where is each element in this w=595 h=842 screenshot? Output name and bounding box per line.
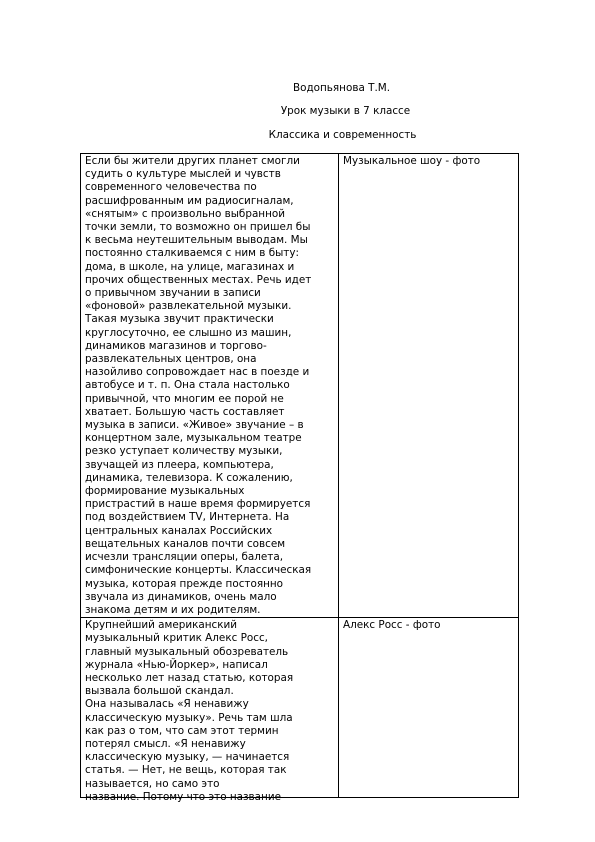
lesson-title: Урок музыки в 7 классе <box>280 105 411 117</box>
content-table <box>80 153 519 803</box>
photo-cell <box>339 154 519 618</box>
photo-caption: Музыкальное шоу - фото <box>343 155 481 167</box>
table-row <box>81 618 519 798</box>
text-cell <box>81 154 339 618</box>
topic-title: Классика и современность <box>268 129 417 141</box>
author-line: Водопьянова Т.М. <box>292 82 391 94</box>
photo-cell <box>339 618 519 798</box>
paragraph-text: Если бы жители других планет смогли судить о культуре мыслей и чувств современного человечества по расшифрованным им радиосигналам, «снятым» с произвольно выбранной точки земли, то возможно он пришел бы к весьма неутешительным выводам. Мы постоянно сталкиваемся с ним в быту: дома, в школе, на улице, магазинах и прочих общественных местах. Речь идет о привычном звучании в записи «фоновой» развлекательной музыки. Такая музыка звучит практически круглосуточно, ее слышно из машин, динамиков магазинов и торгово- развлекательных центров, она назойливо сопровождает нас в поезде и автобусе и т. п. Она стала настолько привычной, что многим ее порой не хватает. Большую часть составляет музыка в записи. «Живое» звучание – в концертном зале, музыкальном театре резко уступает количеству музыки, звучащей из плеера, компьютера, динамика, телевизора. К сожалению, формирование музыкальных пристрастий в наше время формируется под воздействием TV, Интернета. На центральных каналах Российских вещательных каналов почти совсем исчезли трансляции оперы, балета, симфонические концерты. Классическая музыка, которая прежде постоянно звучала из динамиков, очень мало знакома детям и их родителям. <box>85 155 312 616</box>
table-row <box>81 154 519 618</box>
text-cell <box>81 618 339 803</box>
photo-caption: Алекс Росс - фото <box>343 619 441 632</box>
paragraph-text: Крупнейший американский музыкальный критик Алекс Росс, главный музыкальный обозреватель журнала «Нью-Йоркер», написал несколько лет назад статью, которая вызвала большой скандал. Она называлась «Я ненавижу классическую музыку». Речь там шла как раз о том, что сам этот термин потерял смысл. «Я ненавижу классическую музыку, — начинается статья. — Нет, не вещь, которая так называется, но само это название. Потому что это название <box>85 619 294 803</box>
